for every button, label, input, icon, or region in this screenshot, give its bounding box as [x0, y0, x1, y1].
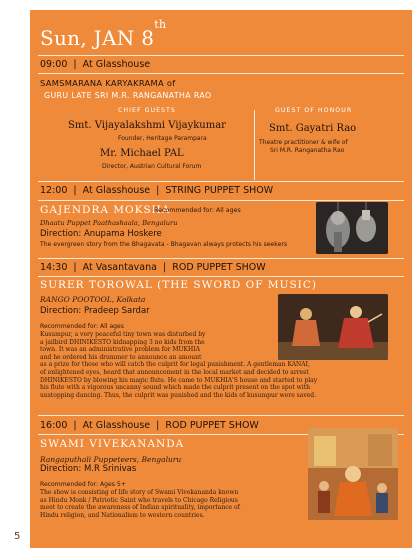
guest2-name: Mr. Michael PAL: [100, 148, 184, 159]
event2-recommended: Recommended for: All ages: [154, 207, 241, 214]
story-line: Hindu religion, and Nationalism to western countries.: [40, 511, 205, 519]
chief-guests-label: CHIEF GUESTS: [118, 107, 176, 114]
schedule-panel: [30, 10, 412, 548]
event3-company: RANGO POOTOOL, Kolkata: [40, 295, 146, 304]
event3-divider: [38, 276, 404, 277]
honour-role-line2: Sri M.R. Ranganatha Rao: [270, 147, 345, 154]
event2-time-row: 12:00 | At Glasshouse | STRING PUPPET SHOW: [40, 185, 274, 196]
event1-time-row: 09:00 | At Glasshouse: [40, 59, 151, 70]
story-line: as Hindu Monk / Patriotic Saint who travels to Chicago Religious: [40, 496, 238, 504]
event4-direction: Direction: M.R Srinivas: [40, 464, 137, 474]
event2-divider-top: [38, 181, 404, 182]
guest-of-honour-label: GUEST OF HONOUR: [275, 107, 353, 114]
story-line: meet to create the awareness of Indian spirituality, importance of: [40, 504, 240, 512]
event4-story: [40, 489, 240, 519]
honour-role-line1: Theatre practitioner & wife of: [259, 139, 348, 146]
story-line: unstopping dancing. Thus, the culprit was punished and the kids of kusumpur were saved.: [40, 391, 317, 399]
event1-subtitle: GURU LATE SRI M.R. RANGANATHA RAO: [44, 91, 212, 100]
surer-torowal-photo: [278, 294, 388, 360]
event3-time-row: 14:30 | At Vasantavana | ROD PUPPET SHOW: [40, 262, 266, 273]
event1-title: SAMSMARANA KARYAKRAMA of: [40, 78, 176, 88]
honour-name: Smt. Gayatri Rao: [269, 123, 357, 134]
event2-direction: Direction: Anupama Hoskere: [40, 229, 162, 239]
day-heading: Sun, JAN 8th: [40, 18, 167, 50]
guests-divider: [254, 110, 255, 180]
event3-story: [40, 331, 317, 399]
event4-title: SWAMI VIVEKANANDA: [40, 438, 185, 450]
event4-divider-top: [38, 415, 404, 416]
guest1-name: Smt. Vijayalakshmi Vijaykumar: [68, 120, 226, 131]
story-line: as a prize for those who will catch the culprit for legal punishment. A gentleman KANAI,: [40, 361, 310, 369]
story-line: his flute with a vigorous uncanny sound which made the culprit present on the spot with: [40, 384, 310, 392]
event1-divider: [38, 73, 404, 74]
event4-recommended: Recommended for: Ages 5+: [40, 481, 126, 488]
guest1-role: Founder, Heritage Parampara: [118, 135, 207, 142]
event2-divider: [38, 200, 404, 201]
gajendra-moksha-photo: [316, 202, 388, 254]
story-line: DHINIKESTO by blowing his magic flute. He came to MUKHIA'S house and started to play: [40, 376, 318, 384]
event3-divider-top: [38, 258, 404, 259]
story-line: a jailbird DHINIKESTO kidnapping 3 no kids from the: [40, 338, 205, 346]
swami-vivekananda-photo: [308, 428, 398, 520]
story-line: The show is consisting of life story of Swami Vivekananda known: [40, 489, 239, 496]
event2-description: The evergreen story from the Bhagavata - Bhagavan always protects his seekers: [40, 241, 288, 248]
event4-time-row: 16:00 | At Glasshouse | ROD PUPPET SHOW: [40, 420, 259, 431]
story-line: Kusumpur, a very peaceful tiny town was disturbed by: [40, 331, 206, 338]
event2-company: Dhaatu Puppet Paathashaala, Bengaluru: [40, 219, 178, 227]
story-line: and he ordered his drummer to announce an amount: [40, 353, 202, 361]
event3-recommended: Recommended for: All ages: [40, 323, 124, 330]
guest2-role: Director, Austrian Cultural Forum: [102, 163, 202, 170]
page-number: 5: [14, 531, 21, 542]
story-line: of enlightened eyes, heard that announcement in the local market and decided to arrest: [40, 368, 309, 376]
event4-company: Rangaputhali Puppeteers, Bengaluru: [40, 455, 182, 464]
header-divider: [38, 55, 404, 56]
event3-title: SURER TOROWAL (THE SWORD OF MUSIC): [40, 279, 317, 291]
story-line: town. It was an administrative problem for MUKHIA: [40, 346, 200, 354]
event3-direction: Direction: Pradeep Sardar: [40, 306, 150, 316]
event2-title: GAJENDRA MOKSHA: [40, 204, 171, 216]
